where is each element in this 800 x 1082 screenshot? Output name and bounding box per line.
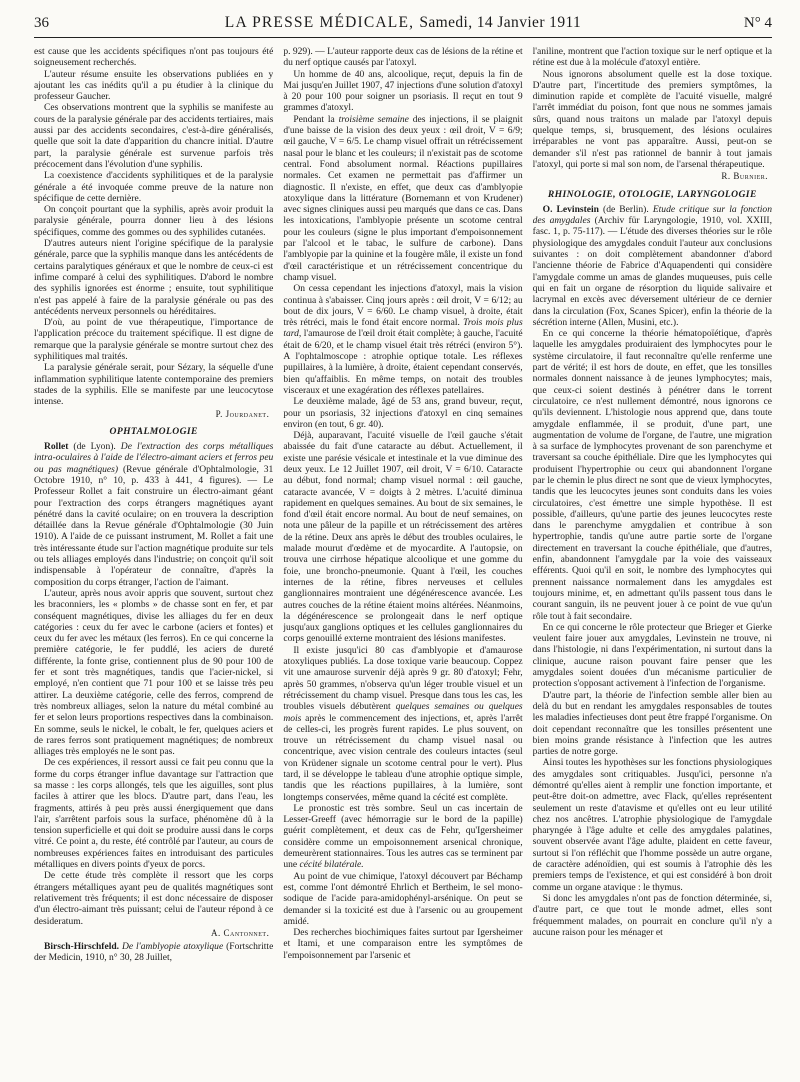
abstract-reference: (Fortschritte der Medicin, 1910, n° 30, 28 Juillet, (34, 941, 274, 964)
abstract-paragraph (34, 941, 273, 964)
abstract-paragraph (533, 204, 772, 328)
paragraph: Si donc les amygdales n'ont pas de fonction déterminée, si, d'autre part, ce que tout le monde admet, elles sont fréquemment malades, on pourrait en conclure qu'il n'y a aucune raison pour les ménager et (532, 892, 772, 938)
paragraph: En ce qui concerne la théorie hématopoïétique, d'après laquelle les amygdales produiraient des lymphocytes pour le système circulatoire, il faut reconnaître qu'elle renferme une part de vérité; il est hors de doute, en effet, que les tonsilles normales donnent naissance à de jeunes lymphocytes; mais, que ceux-ci soient destinés à pénétrer dans le torrent circulatoire, ce n'est nullement démontré, nous ignorons ce qu'ils deviennent. L'histologie nous apprend que, dans toute amygdale enflammée, il se produit, d'une part, une augmentation de volume de l'organe, de l'autre, une migration à sa surface de lymphocytes provenant de son parenchyme et traversant sa couche épithéliale. Dire que les lymphocytes qui produisent l'hypertrophie ou ceux qui abandonnent l'organe par le chemin le plus direct ne sont que de vieux lymphocytes, tandis que les leucocytes jeunes sont conduits dans les voies circulatoires, c'est émettre une simple hypothèse. Il est possible, d'ailleurs, qu'une partie des jeunes leucocytes reste dans le parenchyme amygdalien et contribue à son hypertrophie, tandis qu'une autre partie sorte de l'organe directement en traversant la couche épithéliale, que d'autres, enfin, abandonnent l'amygdale par la voie des vaisseaux efférents. Quoi qu'il en soit, le nombre des lymphocytes qui prennent naissance normalement dans les amygdales est toujours minime, et, en admettant qu'ils passent tous dans le courant sanguin, ils ne peuvent jouer à ce point de vue qu'un rôle tout à fait secondaire. (532, 328, 772, 622)
paragraph: Déjà, auparavant, l'acuité visuelle de l'œil gauche s'était abaissée du fait d'une cataracte au début. Actuellement, il existe une parésie vésicale et intestinale et la vue diminue des deux yeux. Le 12 Juillet 1907, œil droit, V = 6/10. Cataracte au début, fond normal; champ visuel normal : œil gauche, cataracte avancée, V = doigts à 2 mètres. L'acuité diminua rapidement en quelques semaines. Au bout de six semaines, le fond d'œil était encore normal. Au bout de neuf semaines, on nota une pâleur de la papille et un rétrécissement des artères de la rétine. Deux ans après le début des troubles oculaires, le malade mourut d'œdème et de myocardite. A l'autopsie, on trouva une cirrhose hépatique alcoolique et une gomme du foie, une broncho-pneumonie. Quant à l'œil, les couches internes de la rétine, fibres nerveuses et cellules ganglionnaires montraient une dégénérescence avancée. Les autres couches de la rétine étaient moins altérées. Néanmoins, la dégénérescence se prolongeait dans le nerf optique jusqu'aux ganglions optiques et les cellules ganglionnaires du corps genouillé externe montraient des lésions manifestes. (283, 430, 523, 645)
paragraph: La paralysie générale serait, pour Sézary, la séquelle d'une inflammation syphilitique latente contemporaine des premiers stades de la syphilis. Elle se manifeste par une leucocytose intense. (34, 362, 274, 408)
paragraph: Des recherches biochimiques faites surtout par Igersheimer et Itami, et une comparaison entre les symptômes de l'empoisonnement par l'arsenic et (283, 927, 523, 961)
paragraph: D'où, au point de vue thérapeutique, l'importance de l'application précoce du traitement spécifique. Il est digne de remarque que la paralysie générale se montre surtout chez des syphilitiques mal traités. (34, 317, 274, 363)
abstract-paragraph (34, 441, 273, 588)
paragraph: l'aniline, montrent que l'action toxique sur le nerf optique et la rétine est due à la molécule d'atoxyl entière. (532, 46, 772, 69)
page-header (34, 14, 772, 38)
paragraph (283, 803, 522, 871)
section-heading: RHINOLOGIE, OTOLOGIE, LARYNGOLOGIE (547, 188, 757, 200)
issue-date: Samedi, 14 Janvier 1911 (419, 14, 582, 31)
abstract-title: De l'extraction des corps métalliques intra-oculaires à l'aide de l'électro-aimant aciers et ferros peu ou pas magnétiques) (34, 441, 274, 475)
paragraph: p. 929). — L'auteur rapporte deux cas de lésions de la rétine et du nerf optique causés par l'atoxyl. (283, 46, 523, 69)
author-signature: A. Cantonnet. (211, 927, 270, 938)
author-affiliation: (de Berlin). (598, 203, 649, 215)
paragraph: Ainsi toutes les hypothèses sur les fonctions physiologiques des amygdales sont critiquables. Jusqu'ici, personne n'a démontré qu'elles aient à remplir une fonction importante, et peut-être doit-on admettre, avec Flack, qu'elles représentent seulement un reste d'atavisme et qu'elles ont eu leur utilité chez nos ancêtres. L'atrophie physiologique de l'amygdale pharyngée à l'âge adulte et celle des amygdales palatines, souvent observée avant l'âge adulte, plaident en cette faveur, surtout si l'on réfléchit que l'homme possède un autre organe, de caractère adénoïdien, qui est soumis à l'atrophie dès les premiers temps de l'existence, et qui est considéré à bon droit comme un organe atavique : le thymus. (532, 757, 772, 893)
text-run: après le commencement des injections, et, après l'arrêt de celles-ci, les progrès furent rapides. Le plus souvent, on trouve un rétrécissement du champ visuel nasal ou concentrique, avec vision centrale des couleurs intactes (seul von Krüdener signale un scotome central pour le vert). Plus tard, il se développe le tableau d'une atrophie optique simple, tandis que les réactions pupillaires, à la lumière, sont longtemps conservées, même quand la cécité est complète. (283, 712, 523, 803)
page-number: 36 (34, 15, 49, 31)
column-right (533, 46, 772, 1071)
paragraph: L'auteur, après nous avoir appris que souvent, surtout chez les braconniers, les « plombs » de chasse sont en fer, et par conséquent magnétiques, divise les alliages du fer en deux catégories : ceux du fer avec le carbone (aciers et fontes) et ceux du fer avec les métaux (les ferros). En ce qui concerne la première catégorie, le fer puddlé, les aciers de dureté différente, la fonte grise, contiennent plus de 90 pour 100 de fer et sont très magnétiques, tandis que l'acier-nickel, si employé, n'en contient que 71 pour 100 et se laisse très peu attirer. La deuxième catégorie, celle des ferros, comprend de très nombreux alliages, selon la nature du métal combiné au fer et selon leurs proportions respectives dans la combinaison. En somme, seuls le nickel, le cobalt, le fer, quelques aciers et de rares ferros sont pratiquement magnétiques; de nombreux alliages très employés ne le sont pas. (34, 587, 274, 758)
author-affiliation: (de Lyon). (68, 441, 116, 453)
text-run: Pendant la (293, 113, 339, 125)
paragraph: est cause que les accidents spécifiques n'ont pas toujours été soigneusement recherchés. (34, 46, 274, 69)
issue-number: N° 4 (743, 15, 772, 31)
text-run: l'amaurose de l'œil droit était complète; à gauche, l'acuité était de 6/20, et le champ visuel était très rétréci (environ 5°). A l'ophtalmoscope : atrophie optique totale. Les réflexes pupillaires, à la lumière, à droite, étaient cependant conservés, bien qu'affaiblis. En même temps, on notait des troubles visceraux et une exagération des réflexes patellaires. (283, 328, 523, 396)
paragraph: De ces expériences, il ressort aussi ce fait peu connu que la forme du corps étranger influe davantage sur l'attraction que sa masse : les corps allongés, tels que les aiguilles, sont plus faciles à attirer que les blocs. D'autre part, dans l'eau, les fragments, attirés à peu près aussi énergiquement que dans l'air, s'arrêtent parfois sous la surface, phénomène dû à la tension superficielle et qui doit se produire aussi dans le corps vitré. Ce point a, du reste, été contrôlé par l'auteur, au cours de nombreuses expériences faites en introduisant des particules métalliques en divers points d'yeux de porcs. (34, 757, 274, 871)
journal-name: LA PRESSE MÉDICALE, (224, 14, 415, 31)
text-run: des injections, il se plaignit d'une baisse de la vision des deux yeux : œil droit, V = 6/9; œil gauche, V = 6/5. Le champ visuel offrait un rétrécissement nasal pour le blanc et les couleurs; il n'existait pas de scotome central. Fond absolument normal. Réactions pupillaires normales. Cet examen ne permettait pas d'affirmer un diagnostic. Il n'existe, en effet, que deux cas d'amblyopie atoxylique dans la littérature (Bornemann et von Krudener) avec signes cliniques aussi peu marqués que dans ce cas. Dans les intoxications, l'amblyopie présente un scotome central pour les couleurs (signe le plus important d'empoisonnement par l'alcool et le tabac, le sulfure de carbone). Dans l'amblyopie par la quinine et la fougère mâle, il existe un fond d'œil caractéristique et un rétrécissement concentrique du champ visuel. (283, 113, 523, 283)
running-title (225, 14, 581, 32)
paragraph: On conçoit pourtant que la syphilis, après avoir produit la paralysie générale, pourra donner lieu à des lésions spécifiques, comme des gommes ou des syphilides cutanées. (34, 204, 274, 238)
abstract-body: (Archiv für Laryngologie, 1910, vol. XXIII, fasc. 1, p. 75-117). — L'étude des diverses théories sur le rôle physiologique des amygdales conduit l'auteur aux conclusions suivantes : on doit complètement abandonner d'abord l'ancienne théorie de Fabrice d'Aquapendenti qui considère l'amygdale comme un amas de glandes muqueuses, puis celle qui en fait un organe de résorption du liquide salivaire et lacrymal en excès avec déversement ultérieur de ce dernier dans la circulation (Fox, Scanes Spicer), enfin la théorie de la sécrétion interne (Allen, Musini, etc.). (532, 215, 772, 328)
abstract-title: Etude critique sur la fonction des amygdales (532, 203, 772, 227)
column-left (34, 46, 273, 1071)
text-columns (34, 46, 772, 1071)
text-run: Il existe jusqu'ici 80 cas d'amblyopie et d'amaurose atoxyliques publiés. La dose toxique varie beaucoup. Coppez vit une amaurose survenir déjà après 9 gr. 80 d'atoxyl; Fehr, après 50 grammes, n'observa qu'un léger trouble visuel et un rétrécissement du champ visuel. Presque dans tous les cas, les troubles visuels débutèrent (283, 644, 523, 713)
abstract-title: De l'amblyopie atoxylique (119, 941, 224, 953)
author-signature: P. Jourdanet. (215, 408, 270, 419)
emphasis: troisième semaine (338, 113, 409, 125)
column-middle (283, 46, 522, 1071)
paragraph: Nous ignorons absolument quelle est la dose toxique. D'autre part, l'incertitude des premiers symptômes, la diminution rapide et complète de l'acuité visuelle, malgré l'arrêt immédiat du poison, font que nous ne sommes jamais sûrs, quand nous traitons un malade par l'atoxyl depuis quelque temps, si, brusquement, des lésions oculaires irréparables ne vont pas apparaître. Aussi, peut-on se demander s'il n'est pas rationnel de bannir à tout jamais l'atoxyl, qui porte si mal son nom, de l'arsenal thérapeutique. (532, 68, 772, 170)
paragraph: L'auteur résume ensuite les observations publiées en y ajoutant les cas inédits qu'il a pu étudier à la clinique du professeur Gaucher. (34, 68, 274, 103)
paragraph: Un homme de 40 ans, alcoolique, reçut, depuis la fin de Mai jusqu'en Juillet 1907, 47 injections d'une solution d'atoxyl à 20 pour 100 pour soigner un psoriasis. Il reçut en tout 9 grammes d'atoxyl. (283, 68, 523, 114)
abstract-author: Birsch-Hirschfeld. (44, 941, 120, 953)
paragraph: Ces observations montrent que la syphilis se manifeste au cours de la paralysie générale par des accidents tertiaires, mais aussi par des accidents secondaires, c'est-à-dire généralisés, quelle que soit la date d'apparition du chancre initial. D'autre part, la paralysie générale est survenue parfois très précocement dans l'évolution d'une syphilis. (34, 102, 274, 170)
emphasis: Trois mois plus tard, (283, 317, 523, 340)
paragraph: Au point de vue chimique, l'atoxyl découvert par Béchamp est, comme l'ont démontré Ehrlich et Bertheim, le sel mono-sodique de l'acide para-amidophényl-arsénique. On peut se demander si la toxicité est due à l'arsenic ou au groupement amidé. (283, 870, 523, 927)
paragraph (283, 645, 522, 803)
paragraph: D'autres auteurs nient l'origine spécifique de la paralysie générale, parce que la syphilis manque dans les antécédents de certains paralytiques généraux et que le nombre de ceux-ci est infime comparé à celui des syphilitiques. D'abord le nombre des syphilis ignorées est énorme ; ensuite, tout syphilitique n'est pas appelé à faire de la paralysie générale ou pas des antécédents nerveux personnels ou héréditaires. (34, 238, 274, 317)
paragraph: De cette étude très complète il ressort que les corps étrangers métalliques ayant peu de qualités magnétiques sont relativement très fréquents; il est donc nécessaire de disposer d'un électro-aimant très puissant; celui de l'auteur répond à ce desideratum. (34, 870, 274, 927)
paragraph: D'autre part, la théorie de l'infection semble aller bien au delà du but en rendant les amygdales responsables de toutes les maladies infectieuses dont peut être frappé l'organisme. On doit cependant reconnaître que les tonsilles présentent une bien moins grande résistance à l'infection que les autres parties de notre gorge. (532, 689, 772, 758)
abstract-body: (Revue générale d'Ophtalmologie, 31 Octobre 1910, n° 10, p. 433 à 441, 4 figures). — Le Professeur Rollet a fait construire un électro-aimant géant pour l'extraction des corps étrangers magnétiques ayant pénétré dans la cavité oculaire; on en trouvera la description détaillée dans la Revue générale d'Ophtalmologie (30 Juin 1910). A l'aide de ce puissant instrument, M. Rollet a fait une très intéressante étude sur l'action magnétique produite sur tels ou tels alliages employés dans l'industrie; on conçoit qu'il soit indispensable à l'opérateur de connaître, d'après la composition du corps étranger, l'action de l'aimant. (34, 463, 274, 588)
text-run: Le pronostic est très sombre. Seul un cas incertain de Lesser-Greeff (avec hémorragie sur le bord de la papille) guérit complètement, et deux cas de Fehr, qu'Igersheimer considère comme un empoisonnement arsenical chronique, demeurèrent stationnaires. Tous les autres cas se terminent par une (283, 802, 523, 871)
paragraph (283, 114, 522, 283)
paragraph: La coexistence d'accidents syphilitiques et de la paralysie générale a été invoquée comme preuve de la nature non spécifique de cette dernière. (34, 170, 274, 204)
text-run: On cessa cependant les injections d'atoxyl, mais la vision continua à s'abaisser. Cinq jours après : œil droit, V = 6/12; au bout de dix jours, V = 6/60. Le champ visuel, à droite, était très rétréci, mais le fond était encore normal. (283, 283, 523, 329)
paragraph: En ce qui concerne le rôle protecteur que Brieger et Gierke veulent faire jouer aux amygdales, Levinstein ne trouve, ni dans l'histologie, ni dans l'expérimentation, ni surtout dans la clinique, aucune raison pouvant faire penser que les amygdales soient douées d'un mécanisme particulier de protection s'opposant activement à l'infection de l'organisme. (532, 621, 772, 690)
emphasis: quelques semaines ou quelques mois (283, 701, 523, 724)
paragraph (283, 283, 522, 396)
paragraph: Le deuxième malade, âgé de 53 ans, grand buveur, reçut, pour un psoriasis, 32 injections d'atoxyl en cinq semaines environ (en tout, 6 gr. 40). (283, 396, 523, 430)
author-signature: R. Burnier. (721, 171, 768, 182)
abstract-author: O. Levinstein (542, 203, 599, 215)
abstract-author: Rollet (44, 441, 69, 453)
emphasis: cécité bilatérale. (299, 859, 364, 871)
section-heading: OPHTALMOLOGIE (109, 425, 198, 437)
